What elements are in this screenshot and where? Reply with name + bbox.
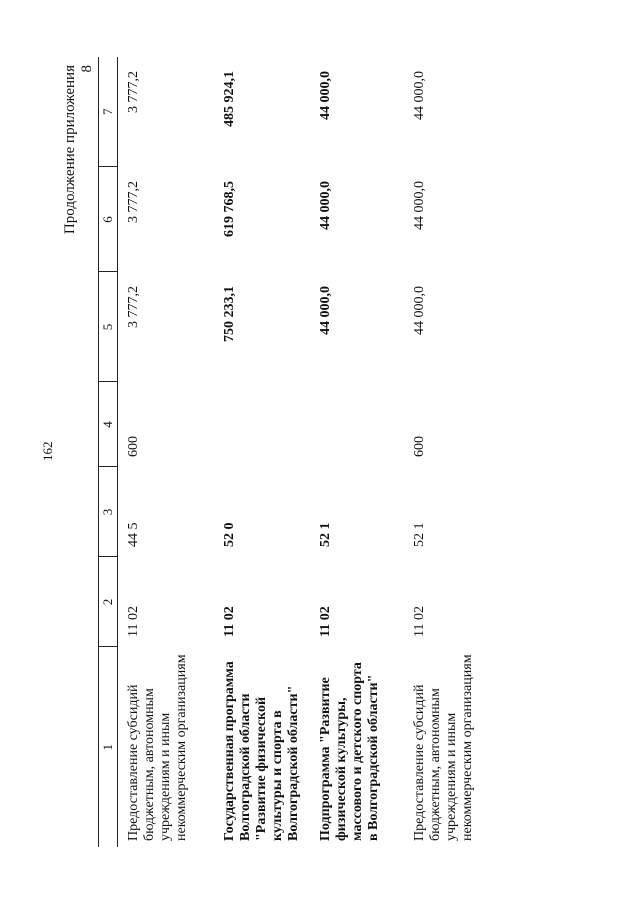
table-row [310, 57, 404, 847]
row-name: Подпрограмма "Развитие физической культуры, массового и детского спорта в Волгоградской области" [318, 662, 381, 841]
value-col6: 3 777,2 [126, 181, 141, 223]
expense-type-code [310, 382, 404, 467]
page-number: 162 [40, 441, 55, 461]
value-col7: 485 924,1 [222, 71, 237, 127]
section-code: 11 02 [222, 606, 237, 637]
table-row [404, 57, 492, 847]
target-code: 52 1 [412, 522, 427, 547]
table-row [118, 57, 215, 847]
column-header: 2 [99, 557, 118, 647]
target-code: 44 5 [126, 522, 141, 547]
value-col5: 44 000,0 [318, 286, 333, 335]
column-header: 4 [99, 382, 118, 467]
value-col5: 3 777,2 [126, 286, 141, 328]
budget-table [98, 57, 492, 847]
section-code: 11 02 [412, 606, 427, 637]
header-row [99, 57, 118, 847]
column-header: 5 [99, 272, 118, 382]
column-header: 1 [99, 647, 118, 847]
target-code: 52 0 [222, 522, 237, 547]
expense-type-code: 600 [412, 436, 427, 457]
value-col6: 44 000,0 [412, 181, 427, 230]
value-col5: 750 233,1 [222, 286, 237, 342]
appendix-note: Продолжение приложения 8 [62, 65, 95, 235]
column-header: 6 [99, 167, 118, 272]
row-name: Государственная программа Волгоградской области "Развитие физической культуры и спорта в Волгоградской области" [222, 661, 301, 841]
row-name: Предоставление субсидий бюджетным, автономным учреждениям и иным некоммерческим организациям [412, 654, 475, 841]
value-col6: 619 768,5 [222, 181, 237, 237]
table-row [214, 57, 310, 847]
target-code: 52 1 [318, 522, 333, 547]
value-col7: 44 000,0 [412, 71, 427, 120]
value-col7: 3 777,2 [126, 71, 141, 113]
value-col5: 44 000,0 [412, 286, 427, 335]
expense-type-code [214, 382, 310, 467]
section-code: 11 02 [318, 606, 333, 637]
value-col7: 44 000,0 [318, 71, 333, 120]
row-name: Предоставление субсидий бюджетным, автономным учреждениям и иным некоммерческим организациям [126, 654, 189, 841]
column-header: 3 [99, 467, 118, 557]
value-col6: 44 000,0 [318, 181, 333, 230]
section-code: 11 02 [126, 606, 141, 637]
column-header: 7 [99, 57, 118, 167]
expense-type-code: 600 [126, 436, 141, 457]
